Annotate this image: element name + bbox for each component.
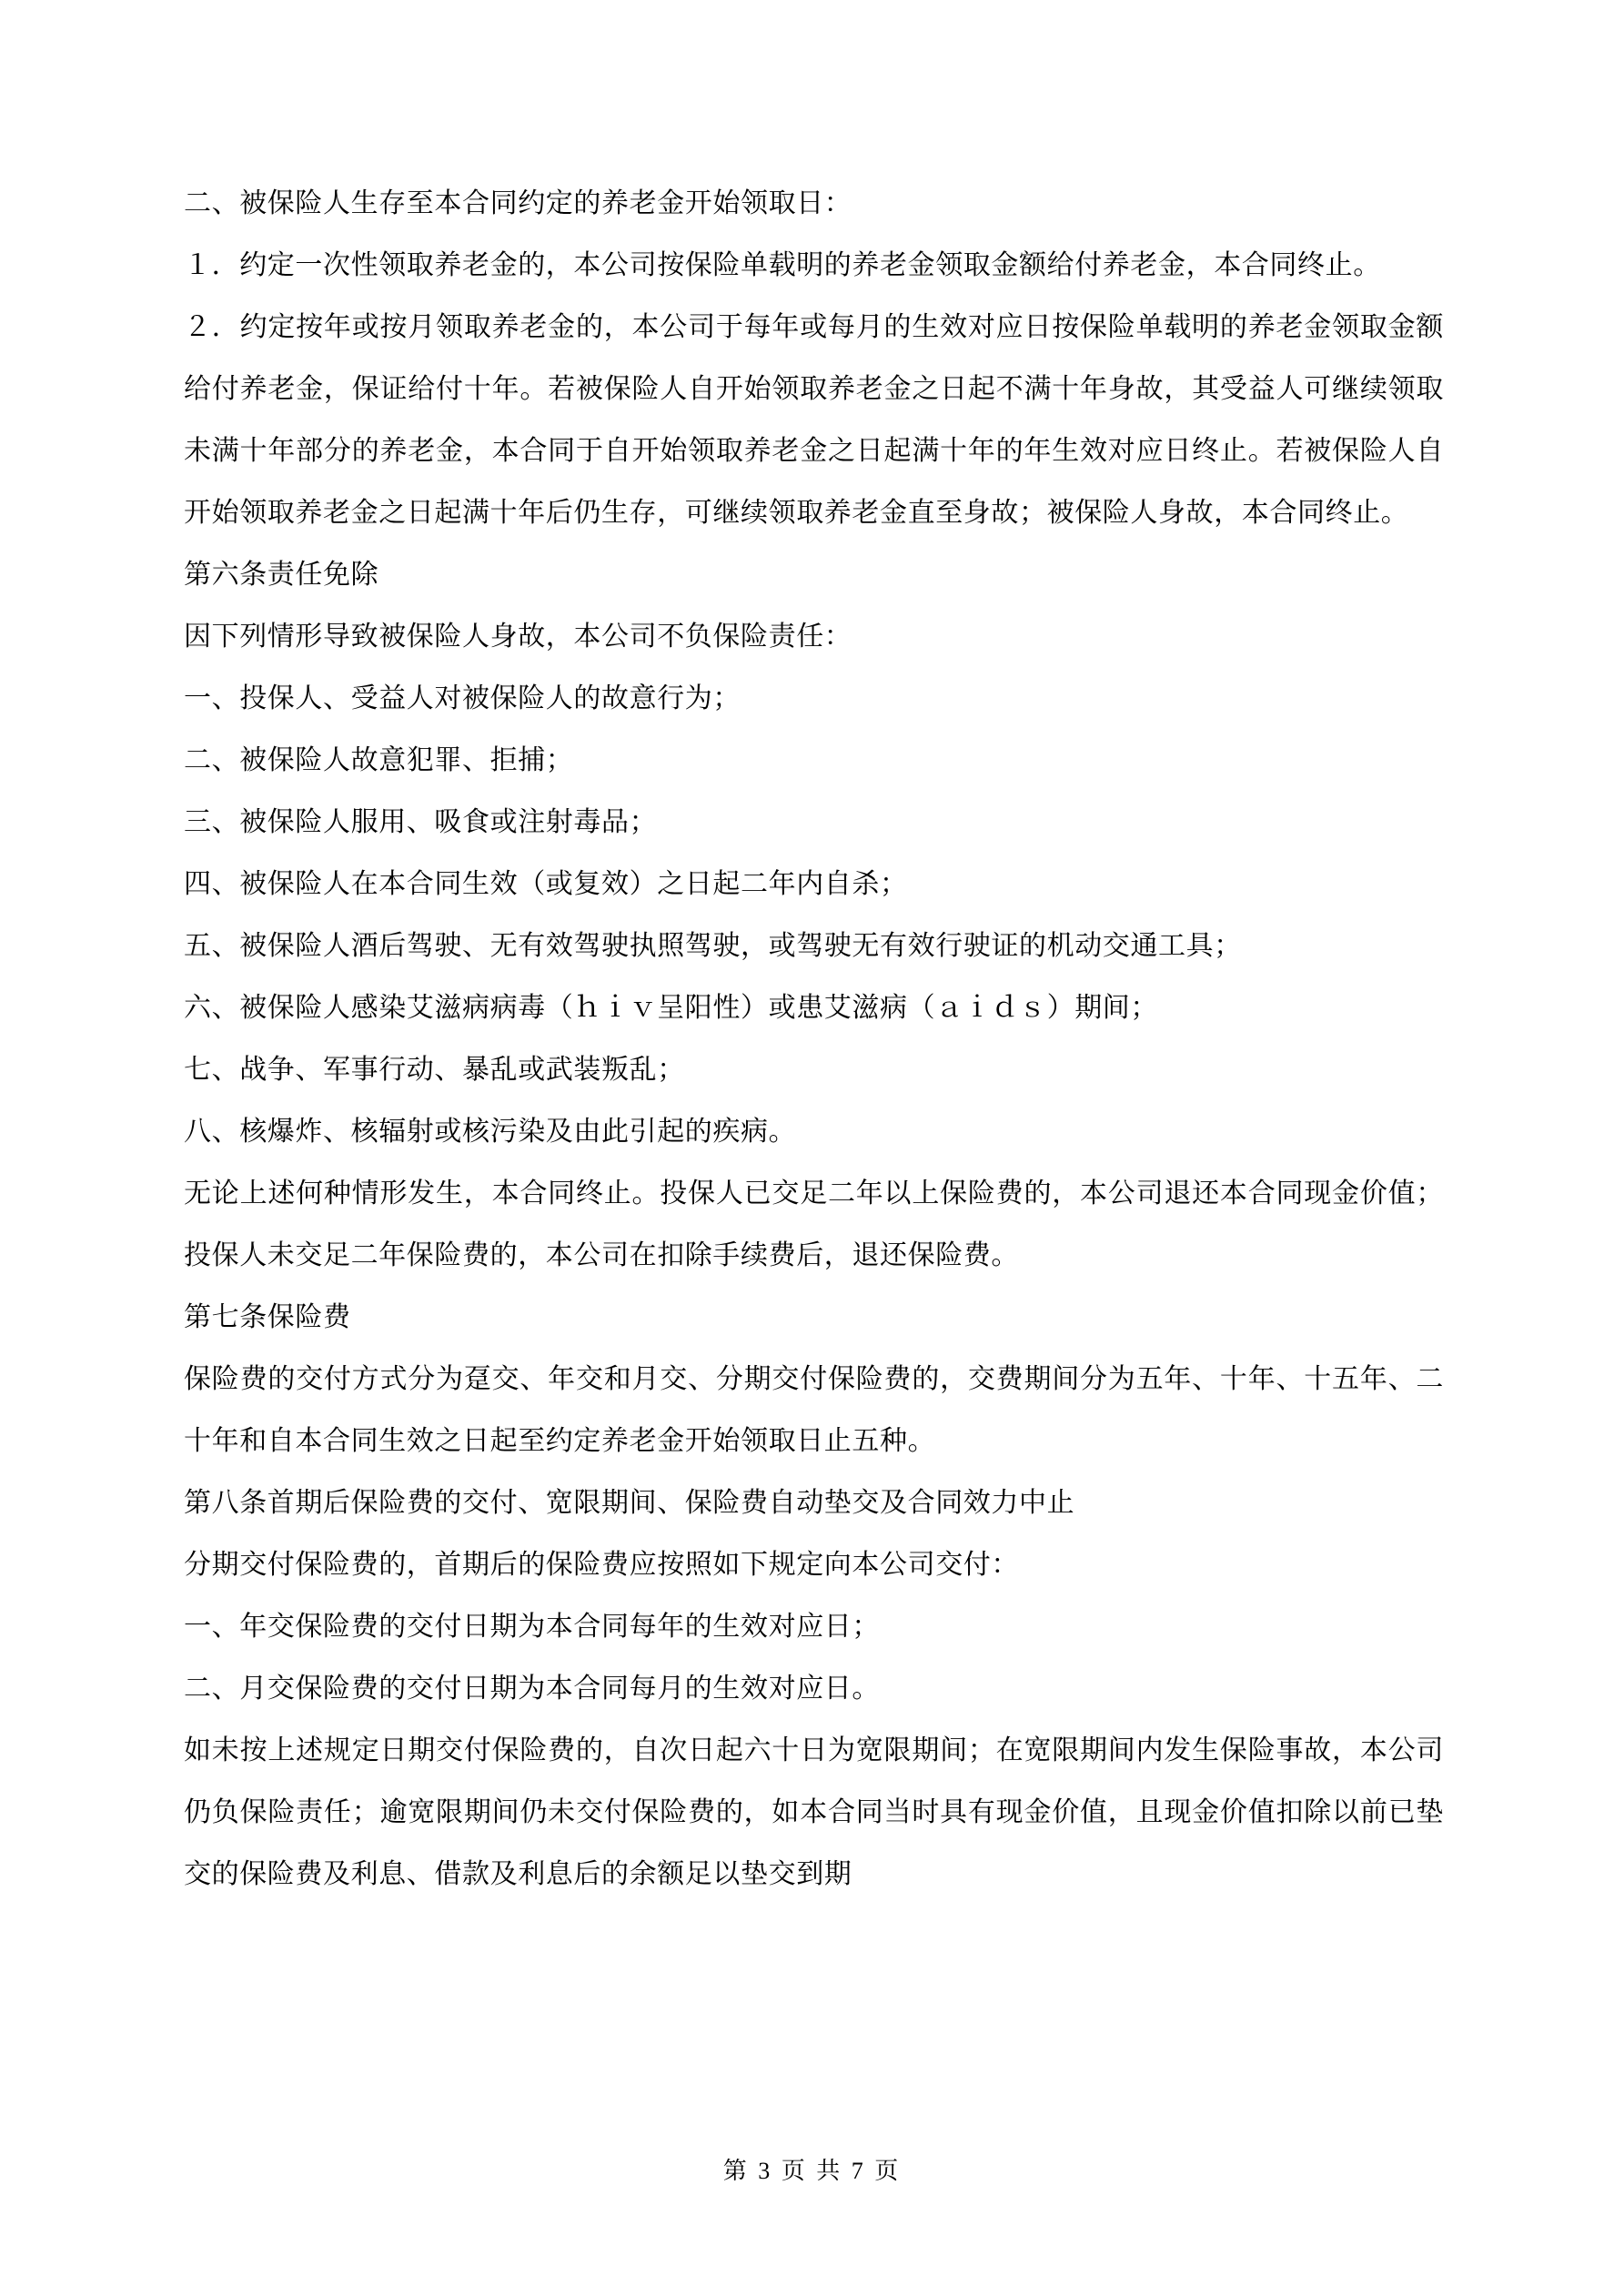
section-heading: 第六条责任免除 xyxy=(184,560,379,590)
list-item: 二、被保险人故意犯罪、拒捕； xyxy=(184,745,574,775)
section-heading: 第八条首期后保险费的交付、宽限期间、保险费自动垫交及合同效力中止 xyxy=(184,1488,1075,1518)
page-footer: 第 3 页 共 7 页 xyxy=(722,2158,902,2184)
paragraph: 保险费的交付方式分为趸交、年交和月交、分期交付保险费的，交费期间分为五年、十年、十五年、二十年和自本合同生效之日起至约定养老金开始领取日止五种。 xyxy=(184,1364,1444,1456)
list-item: 四、被保险人在本合同生效（或复效）之日起二年内自杀； xyxy=(184,869,908,899)
paragraph: 分期交付保险费的，首期后的保险费应按照如下规定向本公司交付： xyxy=(184,1550,1019,1580)
list-item: 一、年交保险费的交付日期为本合同每年的生效对应日； xyxy=(184,1612,880,1642)
list-item: 七、战争、军事行动、暴乱或武装叛乱； xyxy=(184,1055,685,1085)
list-item: 二、月交保险费的交付日期为本合同每月的生效对应日。 xyxy=(184,1674,880,1704)
paragraph: 如未按上述规定日期交付保险费的，自次日起六十日为宽限期间；在宽限期间内发生保险事故，本公司仍负保险责任；逾宽限期间仍未交付保险费的，如本合同当时具有现金价值，且现金价值扣除以前已垫交的保险费及利息、借款及利息后的余额足以垫交到期 xyxy=(184,1735,1444,1889)
section-heading: 第七条保险费 xyxy=(184,1302,351,1332)
paragraph: ２．约定按年或按月领取养老金的，本公司于每年或每月的生效对应日按保险单载明的养老金领取金额给付养老金，保证给付十年。若被保险人自开始领取养老金之日起不满十年身故，其受益人可继续领取未满十年部分的养老金，本合同于自开始领取养老金之日起满十年的年生效对应日终止。若被保险人自开始领取养老金之日起满十年后仍生存，可继续领取养老金直至身故；被保险人身故，本合同终止。 xyxy=(184,312,1444,528)
paragraph: 二、被保险人生存至本合同约定的养老金开始领取日： xyxy=(184,188,852,218)
document-body xyxy=(184,173,1444,1906)
paragraph: 因下列情形导致被保险人身故，本公司不负保险责任： xyxy=(184,622,852,652)
paragraph: １．约定一次性领取养老金的，本公司按保险单载明的养老金领取金额给付养老金，本合同终止。 xyxy=(184,250,1381,280)
list-item: 六、被保险人感染艾滋病病毒（ｈｉｖ呈阳性）或患艾滋病（ａｉｄｓ）期间； xyxy=(184,993,1158,1023)
paragraph: 无论上述何种情形发生，本合同终止。投保人已交足二年以上保险费的，本公司退还本合同现金价值；投保人未交足二年保险费的，本公司在扣除手续费后，退还保险费。 xyxy=(184,1178,1444,1270)
list-item: 五、被保险人酒后驾驶、无有效驾驶执照驾驶，或驾驶无有效行驶证的机动交通工具； xyxy=(184,931,1242,961)
list-item: 八、核爆炸、核辐射或核污染及由此引起的疾病。 xyxy=(184,1117,797,1147)
list-item: 一、投保人、受益人对被保险人的故意行为； xyxy=(184,683,741,713)
list-item: 三、被保险人服用、吸食或注射毒品； xyxy=(184,807,658,837)
